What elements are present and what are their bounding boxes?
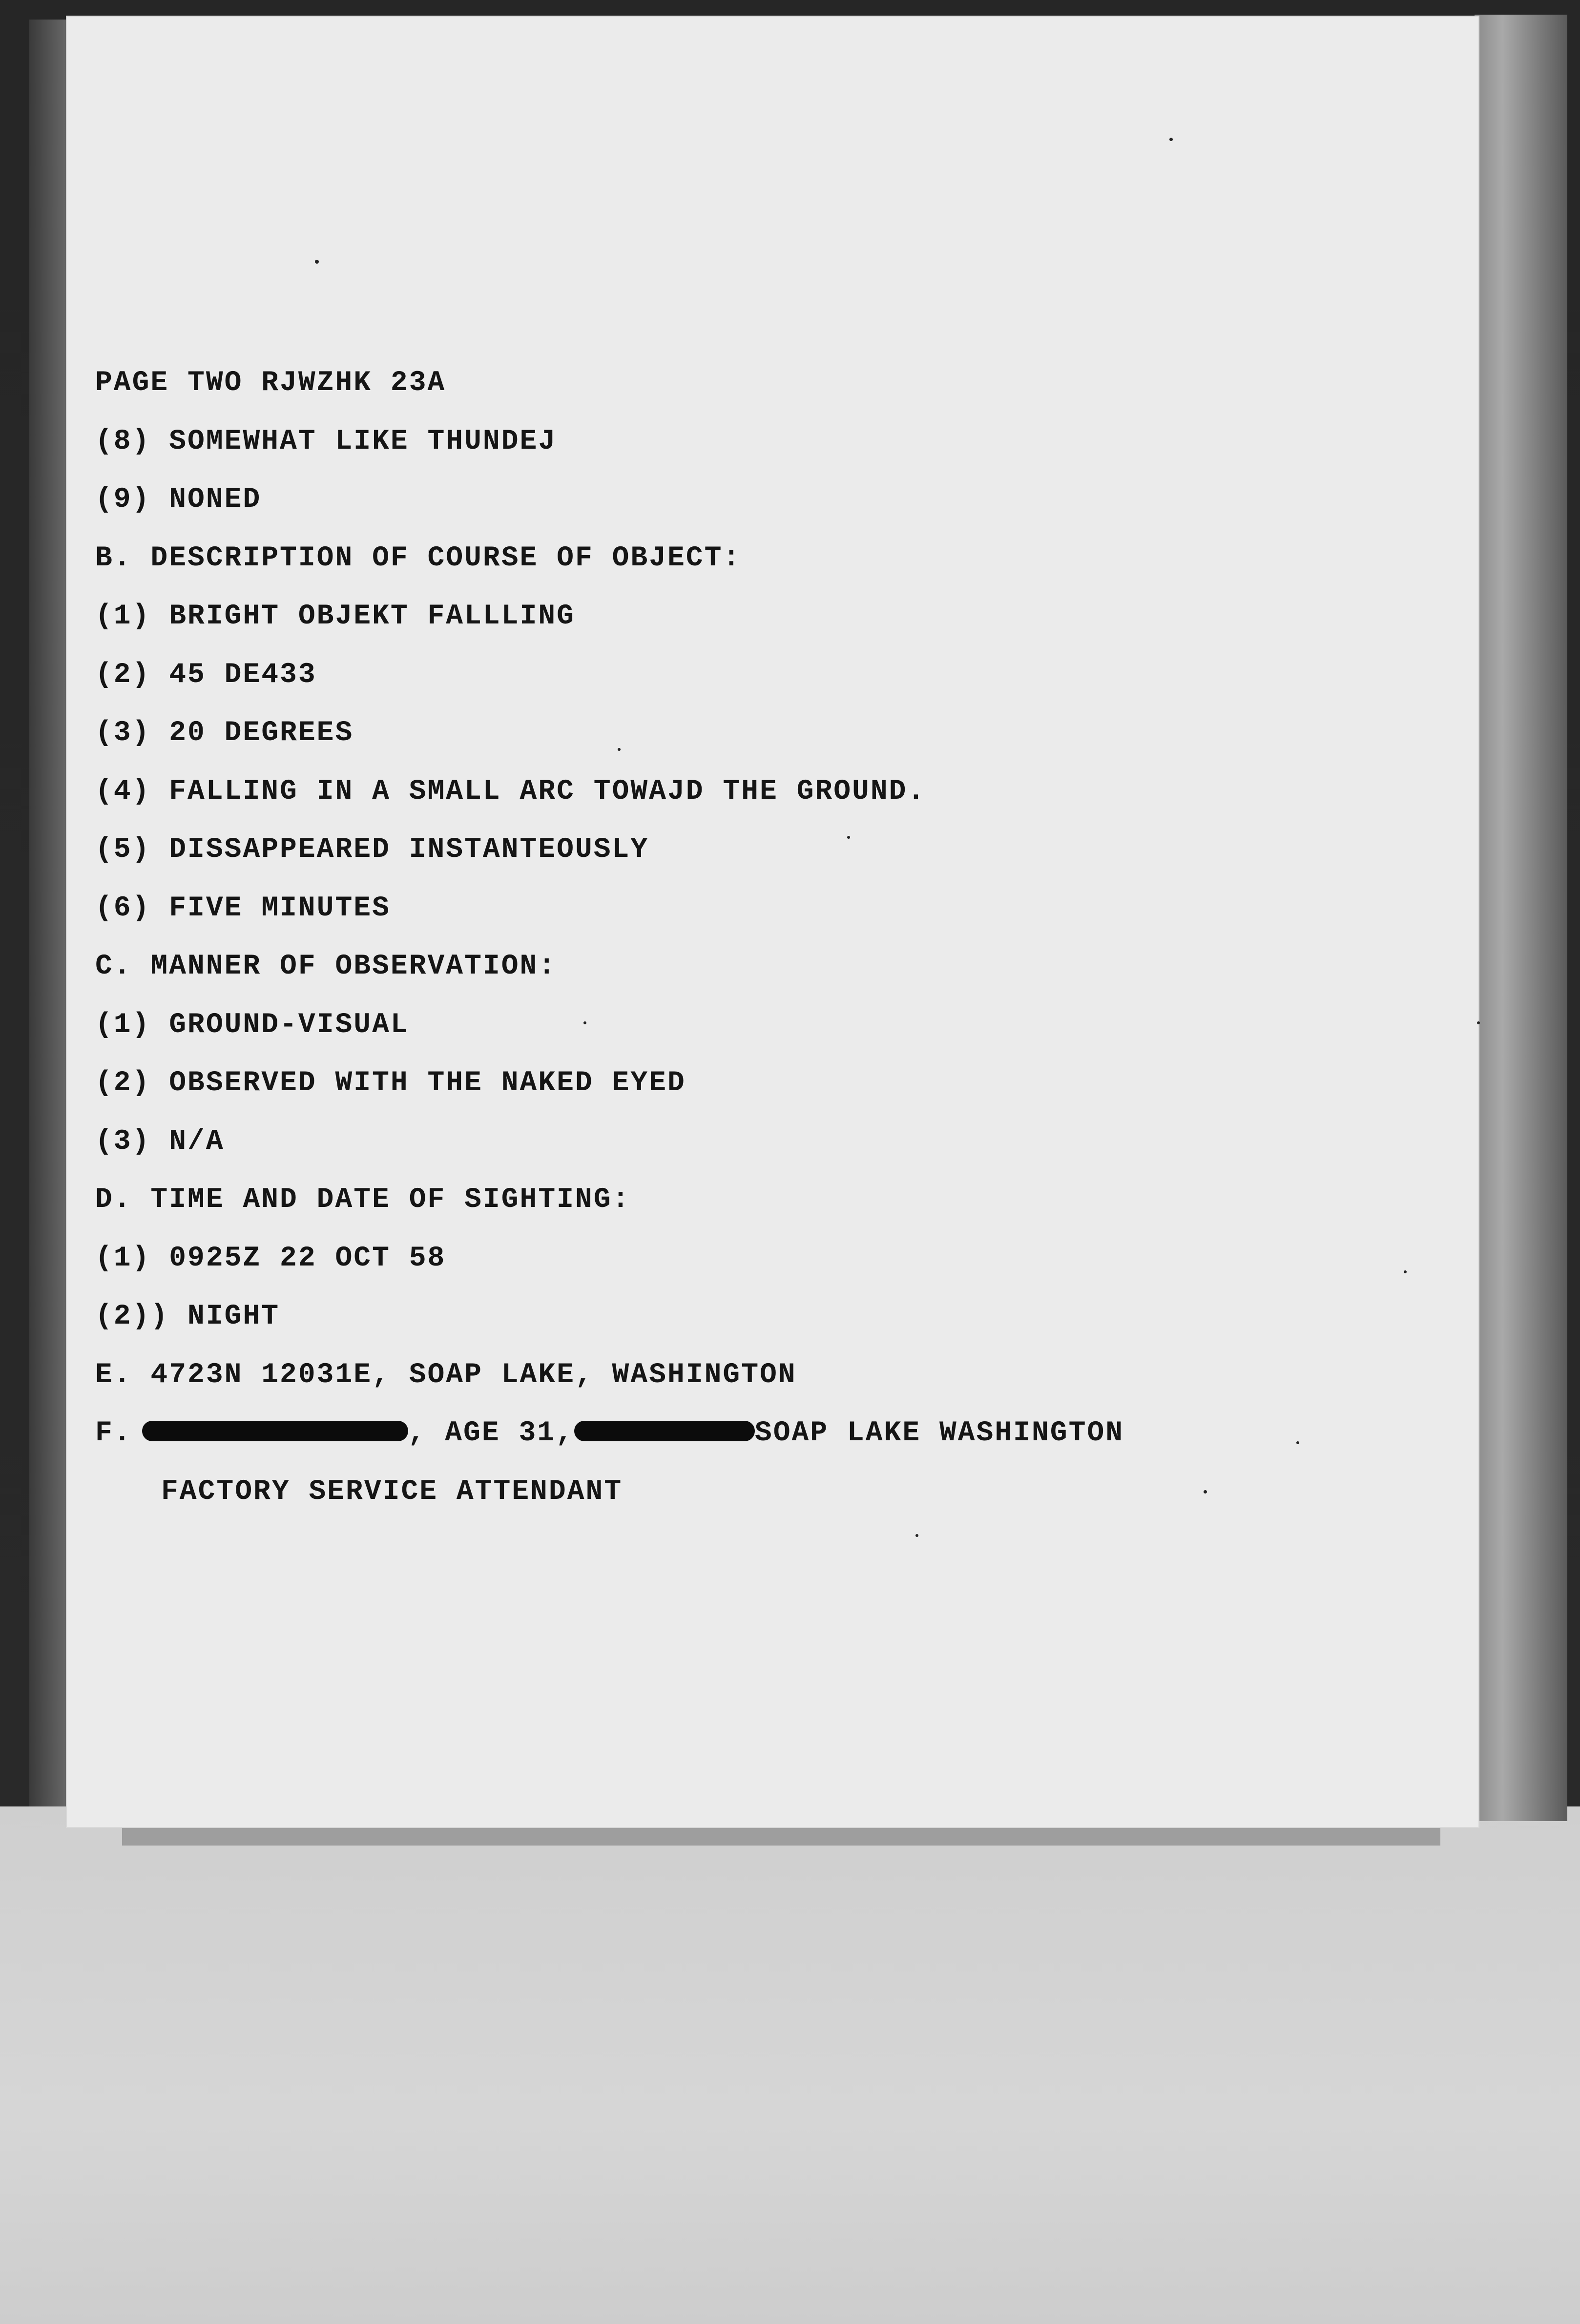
text-line: (9) NONED — [95, 484, 262, 516]
header-line: PAGE TWO RJWZHK 23A — [95, 367, 446, 399]
text-line: (1) BRIGHT OBJEKT FALLLING — [95, 601, 575, 632]
text-line: (8) SOMEWHAT LIKE THUNDEJ — [95, 425, 557, 457]
section-heading: B. DESCRIPTION OF COURSE OF OBJECT: — [95, 542, 742, 574]
backing-board-right-edge — [1475, 15, 1567, 1821]
text-line: (2) OBSERVED WITH THE NAKED EYED — [95, 1067, 686, 1099]
section-heading: D. TIME AND DATE OF SIGHTING: — [95, 1184, 631, 1216]
redaction-bar — [142, 1421, 408, 1441]
speck — [1169, 138, 1173, 141]
observer-location: SOAP LAKE WASHINGTON — [754, 1417, 1124, 1449]
teletype-text — [95, 364, 1414, 1531]
backing-board-lower — [0, 1806, 1580, 2324]
observer-age: , AGE 31, — [408, 1417, 574, 1449]
observer-occupation: FACTORY SERVICE ATTENDANT — [161, 1475, 623, 1508]
text-line: (3) 20 DEGREES — [95, 717, 354, 749]
text-line: (1) GROUND-VISUAL — [95, 1009, 409, 1041]
text-line: (5) DISSAPPEARED INSTANTEOUSLY — [95, 834, 649, 866]
text-line: (2)) NIGHT — [95, 1301, 280, 1332]
observer-prefix: F. — [95, 1417, 132, 1449]
text-line: (6) FIVE MINUTES — [95, 892, 391, 924]
text-line: (1) 0925Z 22 OCT 58 — [95, 1242, 446, 1274]
section-heading: E. 4723N 12031E, SOAP LAKE, WASHINGTON — [95, 1359, 797, 1391]
text-line: (4) FALLING IN A SMALL ARC TOWAJD THE GROUND. — [95, 775, 926, 808]
section-heading: C. MANNER OF OBSERVATION: — [95, 951, 557, 982]
sheet-shadow — [122, 1826, 1440, 1846]
observer-line — [95, 1414, 1414, 1473]
speck — [1477, 1021, 1480, 1024]
text-line: (3) N/A — [95, 1125, 225, 1158]
left-edge-shadow — [29, 20, 68, 1806]
speck — [915, 1534, 918, 1537]
speck — [315, 260, 319, 264]
redaction-bar — [574, 1421, 755, 1441]
text-line: (2) 45 DE433 — [95, 659, 317, 691]
